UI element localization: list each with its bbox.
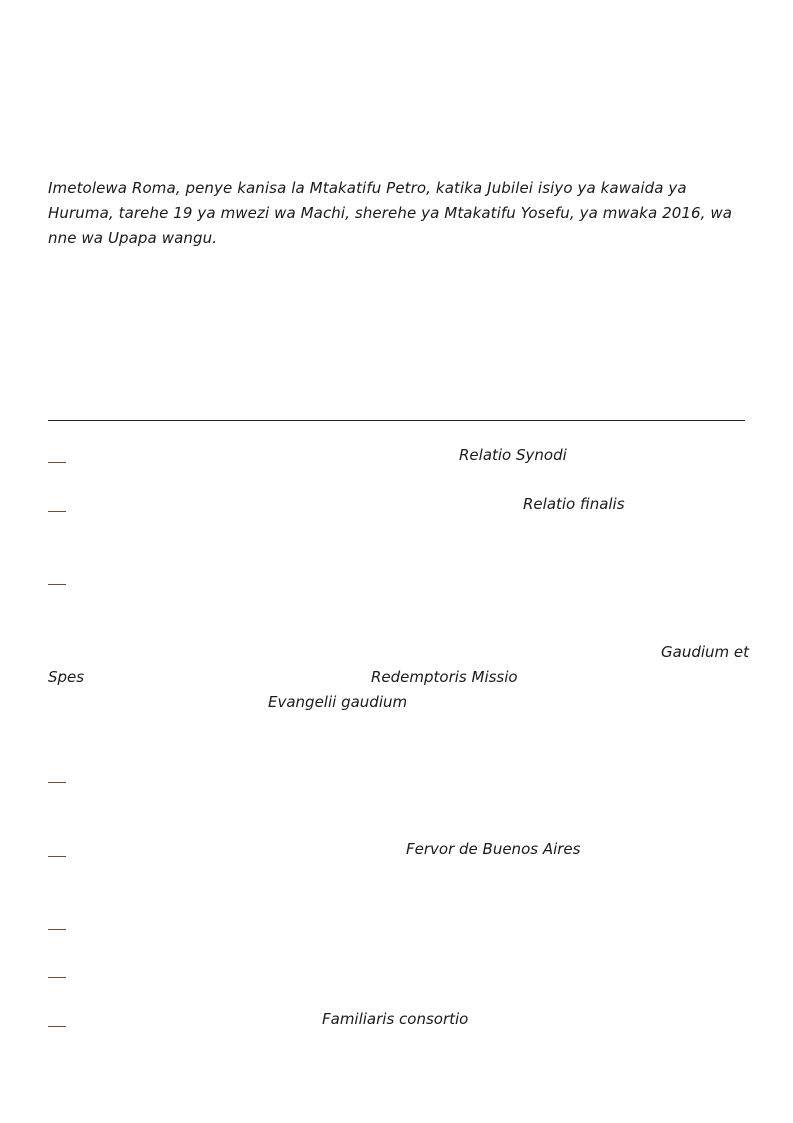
footnote-term: Evangelii gaudium (268, 693, 408, 711)
footnote-separator (48, 420, 745, 421)
footnote-marker[interactable] (48, 856, 66, 857)
footnote-term: Relatio Synodi (459, 446, 567, 464)
footnote-marker[interactable] (48, 511, 66, 512)
footnote-term: Redemptoris Missio (371, 668, 518, 686)
footnote-marker[interactable] (48, 1026, 66, 1027)
footnote-marker[interactable] (48, 584, 66, 585)
footnote-marker[interactable] (48, 977, 66, 978)
footnote-marker[interactable] (48, 782, 66, 783)
footnote-term: Spes (48, 668, 85, 686)
footnote-term: Familiaris consortio (322, 1010, 469, 1028)
footnote-marker[interactable] (48, 462, 66, 463)
footnote-term: Gaudium et (661, 643, 750, 661)
footnote-marker[interactable] (48, 929, 66, 930)
footnote-term: Relatio finalis (523, 495, 625, 513)
closing-paragraph: Imetolewa Roma, penye kanisa la Mtakatifu Petro, katika Jubilei isiyo ya kawaida ya Huruma, tarehe 19 ya mwezi wa Machi, sherehe ya Mtakatifu Yosefu, ya mwaka 2016, wa nne wa Upapa wangu. (48, 179, 733, 247)
footnote-term: Fervor de Buenos Aires (406, 840, 581, 858)
